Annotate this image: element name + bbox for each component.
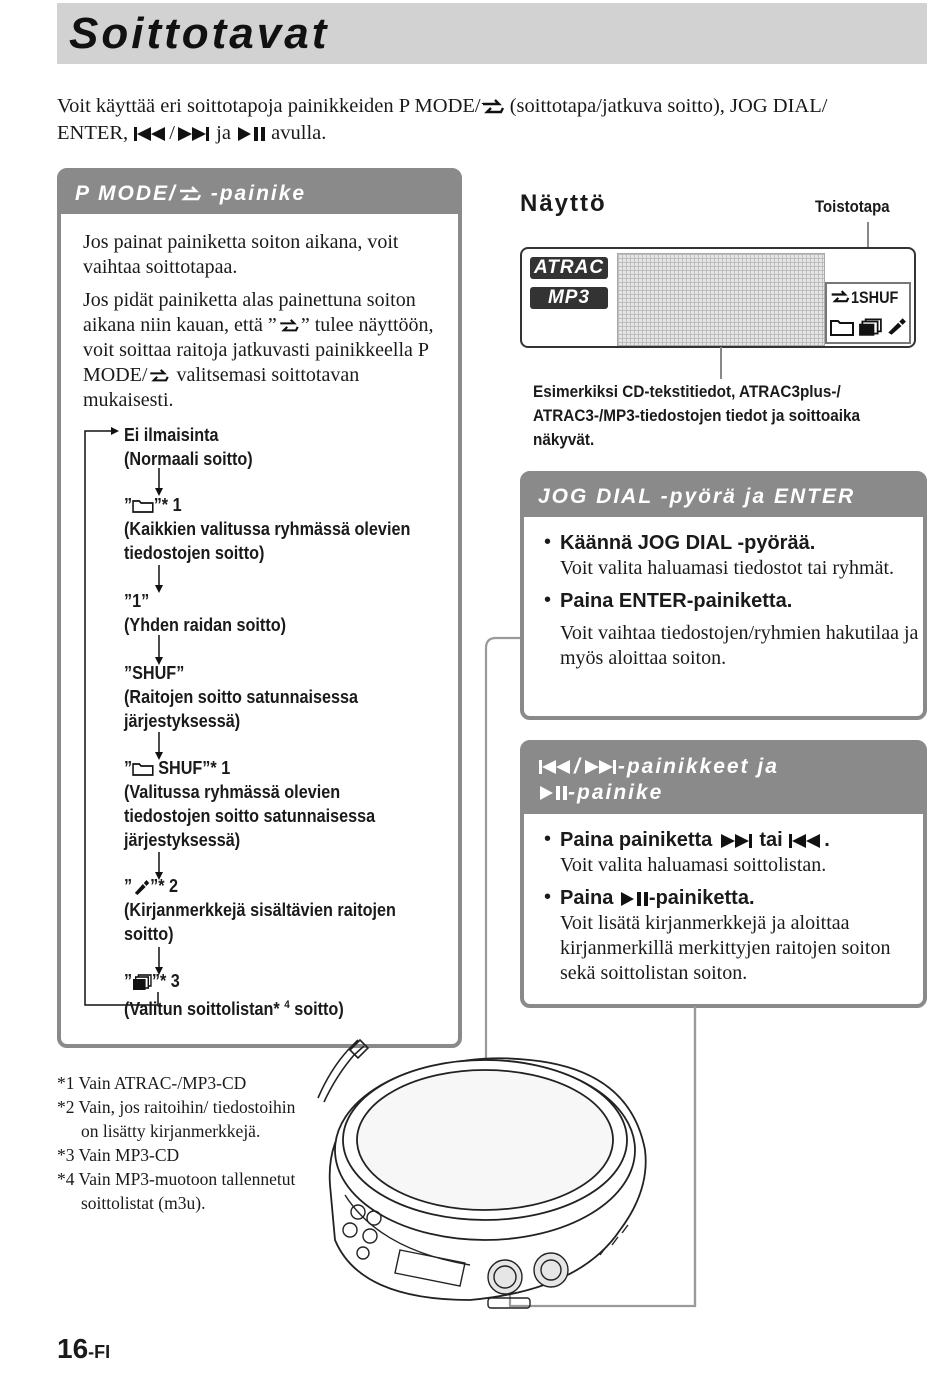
folder-icon (132, 499, 154, 513)
intro-paragraph (57, 93, 917, 147)
mp3-badge: MP3 (530, 287, 608, 309)
list-item: • Paina painiketta tai . Voit valita haluamasi soittolistan. (544, 828, 830, 876)
next-track-icon (718, 833, 754, 849)
pmode-para-2: Jos pidät painiketta alas painettuna soiton aikana niin kauan, että ” ” tulee näyttöön, voit soittaa raitoja jatkuvasti painikkeella P MODE/ valitsemasi soittotavan mukaisesti. (83, 289, 434, 411)
intro-text-1: Voit käyttää eri soittotapoja painikkeiden P MODE/ (57, 95, 481, 117)
footnote-1: *1 Vain ATRAC-/MP3-CD (57, 1073, 247, 1093)
folder-icon (132, 762, 154, 776)
footnote-4: *4 Vain MP3-muotoon tallennetut soittolistat (m3u). (57, 1169, 296, 1213)
flow-item-single: ”1” (Yhden raidan soitto) (124, 591, 286, 635)
next-track-icon (175, 126, 211, 142)
atrac-badge: ATRAC (530, 257, 608, 279)
intro-text-6: avulla. (266, 122, 327, 144)
bookmark-icon (885, 316, 907, 336)
play-pause-icon (236, 126, 266, 142)
intro-text-4: / (169, 122, 175, 144)
intro-text-3: ENTER, (57, 122, 134, 144)
flow-item-bookmark: ” ”* 2 (Kirjanmerkkejä sisältävien raitojen soitto) (124, 876, 396, 944)
list-item: • Paina ENTER-painiketta. Voit vaihtaa tiedostojen/ryhmien hakutilaa ja myös aloittaa soiton. (544, 589, 919, 669)
footnotes (57, 1071, 297, 1215)
play-mode-label: Toistotapa (815, 197, 890, 216)
intro-text-2: (soittotapa/jatkuva soitto), JOG DIAL/ (504, 95, 828, 117)
dot-matrix-area (617, 253, 825, 346)
list-item: • Paina -painiketta. Voit lisätä kirjanmerkkejä ja aloittaa kirjanmerkillä merkittyjen raitojen soiton sekä soittolistan soiton. (544, 886, 891, 984)
intro-text-5: ja (211, 122, 237, 144)
lcd-mode-area (825, 282, 911, 344)
repeat-icon (481, 99, 505, 115)
playlist-icon (858, 317, 882, 337)
flow-item-normal: Ei ilmaisinta (Normaali soitto) (124, 425, 253, 469)
lcd-display (520, 247, 916, 348)
flow-item-group-shuffle: ” SHUF”* 1 (Valitussa ryhmässä olevien tiedostojen soitto satunnaisessa järjestyksessä) (124, 758, 376, 850)
playlist-icon (132, 974, 152, 990)
pmode-para-1: Jos painat painiketta soiton aikana, voit vaihtaa soittotapaa. (83, 231, 399, 278)
page-title: Soittotavat (69, 9, 330, 58)
footnote-2: *2 Vain, jos raitoihin/ tiedostoihin on lisätty kirjanmerkkejä. (57, 1097, 296, 1141)
pmode-heading: P MODE/ -painike (61, 172, 458, 214)
display-caption: Esimerkiksi CD-tekstitiedot, ATRAC3plus-/ ATRAC3-/MP3-tiedostojen tiedot ja soittoaika näkyvät. (533, 382, 860, 449)
prev-track-icon (788, 833, 824, 849)
bookmark-icon (132, 879, 150, 895)
repeat-icon (830, 290, 850, 304)
folder-icon (830, 318, 854, 336)
skip-buttons-heading: / -painikkeet ja -painike (524, 744, 923, 814)
cd-player-illustration (300, 630, 720, 1320)
flow-item-group: ” ”* 1 (Kaikkien valitussa ryhmässä olevien tiedostojen soitto) (124, 495, 411, 563)
display-title: Näyttö (520, 190, 607, 217)
lcd-mode-text: 1SHUF (851, 288, 899, 307)
jog-dial-heading: JOG DIAL -pyörä ja ENTER (524, 475, 923, 517)
title-bar (57, 3, 927, 64)
flow-item-playlist: ” ”* 3 (Valitun soittolistan* $^4$ soitto) (124, 971, 344, 1019)
flow-item-shuffle: ”SHUF” (Raitojen soitto satunnaisessa järjestyksessä) (124, 663, 359, 731)
prev-track-icon (133, 126, 169, 142)
list-item: • Käännä JOG DIAL -pyörää. Voit valita haluamasi tiedostot tai ryhmät. (544, 531, 895, 579)
page-number: 16-FI (57, 1333, 111, 1364)
caption-pointer (714, 347, 728, 379)
footnote-3: *3 Vain MP3-CD (57, 1145, 180, 1165)
